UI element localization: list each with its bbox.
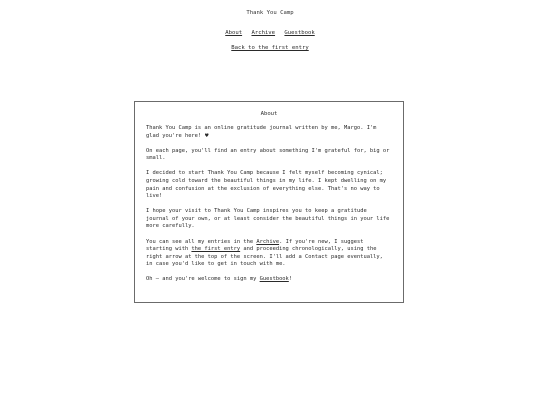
nav-text-1: You can see all my entries in the bbox=[146, 238, 257, 245]
nav-text-3: and proceeding chronologically, using the right arrow at the top of the screen. I'll add a Contact page eventually, in case you'd like to get in touch with me. bbox=[146, 246, 383, 268]
heart-icon: ♥ bbox=[204, 132, 209, 139]
navigation-paragraph bbox=[146, 239, 392, 269]
intro-text: Thank You Camp is an online gratitude journal written by me, Margo. I'm glad you're here! bbox=[146, 125, 377, 139]
guestbook-paragraph bbox=[146, 276, 392, 284]
back-link-container bbox=[0, 45, 540, 51]
first-entry-inline-link[interactable]: the first entry bbox=[191, 246, 241, 253]
guestbook-text-2: ! bbox=[288, 276, 293, 283]
guestbook-text-1: Oh — and you're welcome to sign my bbox=[146, 276, 260, 283]
panel-title: About bbox=[260, 111, 278, 117]
entries-paragraph: On each page, you'll find an entry about something I'm grateful for, big or small. bbox=[146, 147, 390, 162]
nav-text-2: . If you're new, I suggest starting with bbox=[146, 238, 364, 253]
nav-about-link[interactable]: About bbox=[225, 30, 243, 36]
nav-guestbook-link[interactable]: Guestbook bbox=[284, 30, 315, 36]
about-panel bbox=[134, 101, 404, 303]
back-to-first-entry-link[interactable]: Back to the first entry bbox=[231, 45, 309, 51]
main-nav bbox=[0, 30, 540, 36]
archive-inline-link[interactable]: Archive bbox=[256, 238, 280, 245]
motivation-paragraph: I decided to start Thank You Camp because I felt myself becoming cynical; growing cold toward the beautiful things in my life. I kept dwelling on my pain and confusion at the exclusion of everything else. That's no way to live! bbox=[146, 170, 387, 200]
site-title: Thank You Camp bbox=[246, 10, 294, 16]
guestbook-inline-link[interactable]: Guestbook bbox=[259, 276, 289, 283]
inspiration-paragraph: I hope your visit to Thank You Camp inspires you to keep a gratitude journal of your own, or at least consider the beautiful things in your life more carefully. bbox=[146, 208, 390, 230]
nav-archive-link[interactable]: Archive bbox=[251, 30, 276, 36]
intro-paragraph bbox=[146, 125, 392, 140]
